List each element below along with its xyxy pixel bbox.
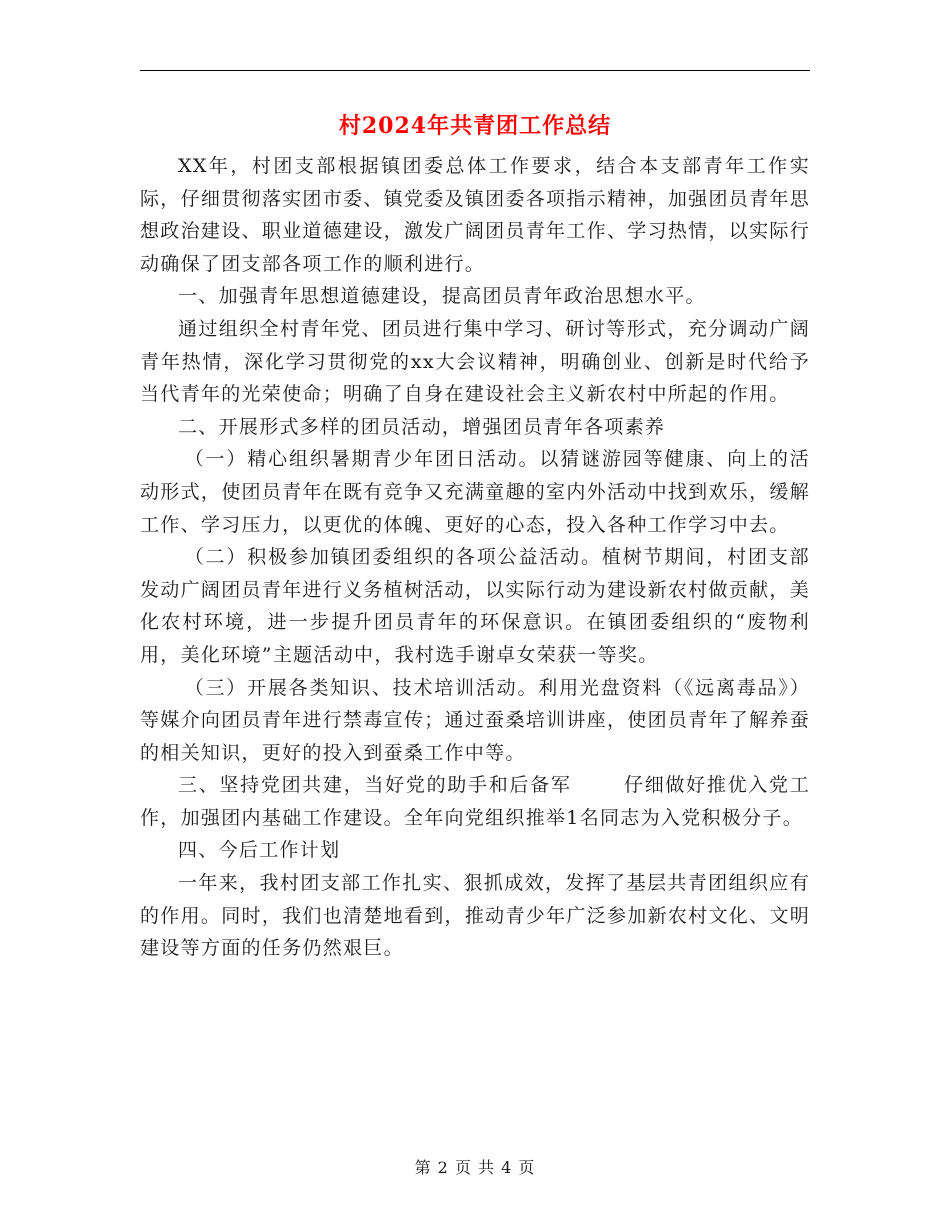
section-heading-4: 四、今后工作计划	[178, 839, 341, 862]
document-title: 村2024年共青团工作总结	[338, 113, 612, 139]
paragraph-section-1: 通过组织全村青年党、团员进行集中学习、研讨等形式，充分调动广阔青年热情，深化学习贯彻党的xx大会议精神，明确创业、创新是时代给予当代青年的光荣使命；明确了自身在建设社会主义新农村中所起的作用。	[140, 317, 810, 406]
paragraph-intro: XX年，村团支部根据镇团委总体工作要求，结合本支部青年工作实际，仔细贯彻落实团市委、镇党委及镇团委各项指示精神，加强团员青年思想政治建设、职业道德建设，激发广阔团员青年工作、学习热情，以实际行动确保了团支部各项工作的顺利进行。	[140, 155, 810, 275]
section-3-body: 仔细做好推优入党工作，加强团内基础工作建设。全年向党组织推举1名同志为入党积极分子。	[140, 774, 811, 829]
paragraph-section-3	[140, 769, 810, 834]
paragraph-item-1: （一）精心组织暑期青少年团日活动。以猜谜游园等健康、向上的活动形式，使团员青年在既有竞争又充满童趣的室内外活动中找到欢乐，缓解工作、学习压力，以更优的体魄、更好的心态，投入各种工作学习中去。	[140, 448, 810, 536]
section-heading-2: 二、开展形式多样的团员活动，增强团员青年各项素养	[178, 415, 666, 438]
section-heading-1: 一、加强青年思想道德建设，提高团员青年政治思想水平。	[178, 285, 706, 308]
page-number-footer: 第 2 页 共 4 页	[414, 1158, 536, 1177]
paragraph-item-3: （三）开展各类知识、技术培训活动。利用光盘资料（《远离毒品》）等媒介向团员青年进行禁毒宣传；通过蚕桑培训讲座，使团员青年了解养蚕的相关知识，更好的投入到蚕桑工作中等。	[140, 676, 810, 764]
paragraph-item-2: （二）积极参加镇团委组织的各项公益活动。植树节期间，村团支部发动广阔团员青年进行义务植树活动，以实际行动为建设新农村做贡献，美化农村环境，进一步提升团员青年的环保意识。在镇团委组织的“废物利用，美化环境”主题活动中，我村选手谢卓女荣获一等奖。	[140, 546, 810, 666]
section-heading-3: 三、坚持党团共建，当好党的助手和后备军	[178, 774, 572, 797]
paragraph-conclusion: 一年来，我村团支部工作扎实、狠抓成效，发挥了基层共青团组织应有的作用。同时，我们也清楚地看到，推动青少年广泛参加新农村文化、文明建设等方面的任务仍然艰巨。	[140, 872, 810, 960]
document-body	[140, 150, 810, 965]
header-rule	[140, 70, 810, 71]
